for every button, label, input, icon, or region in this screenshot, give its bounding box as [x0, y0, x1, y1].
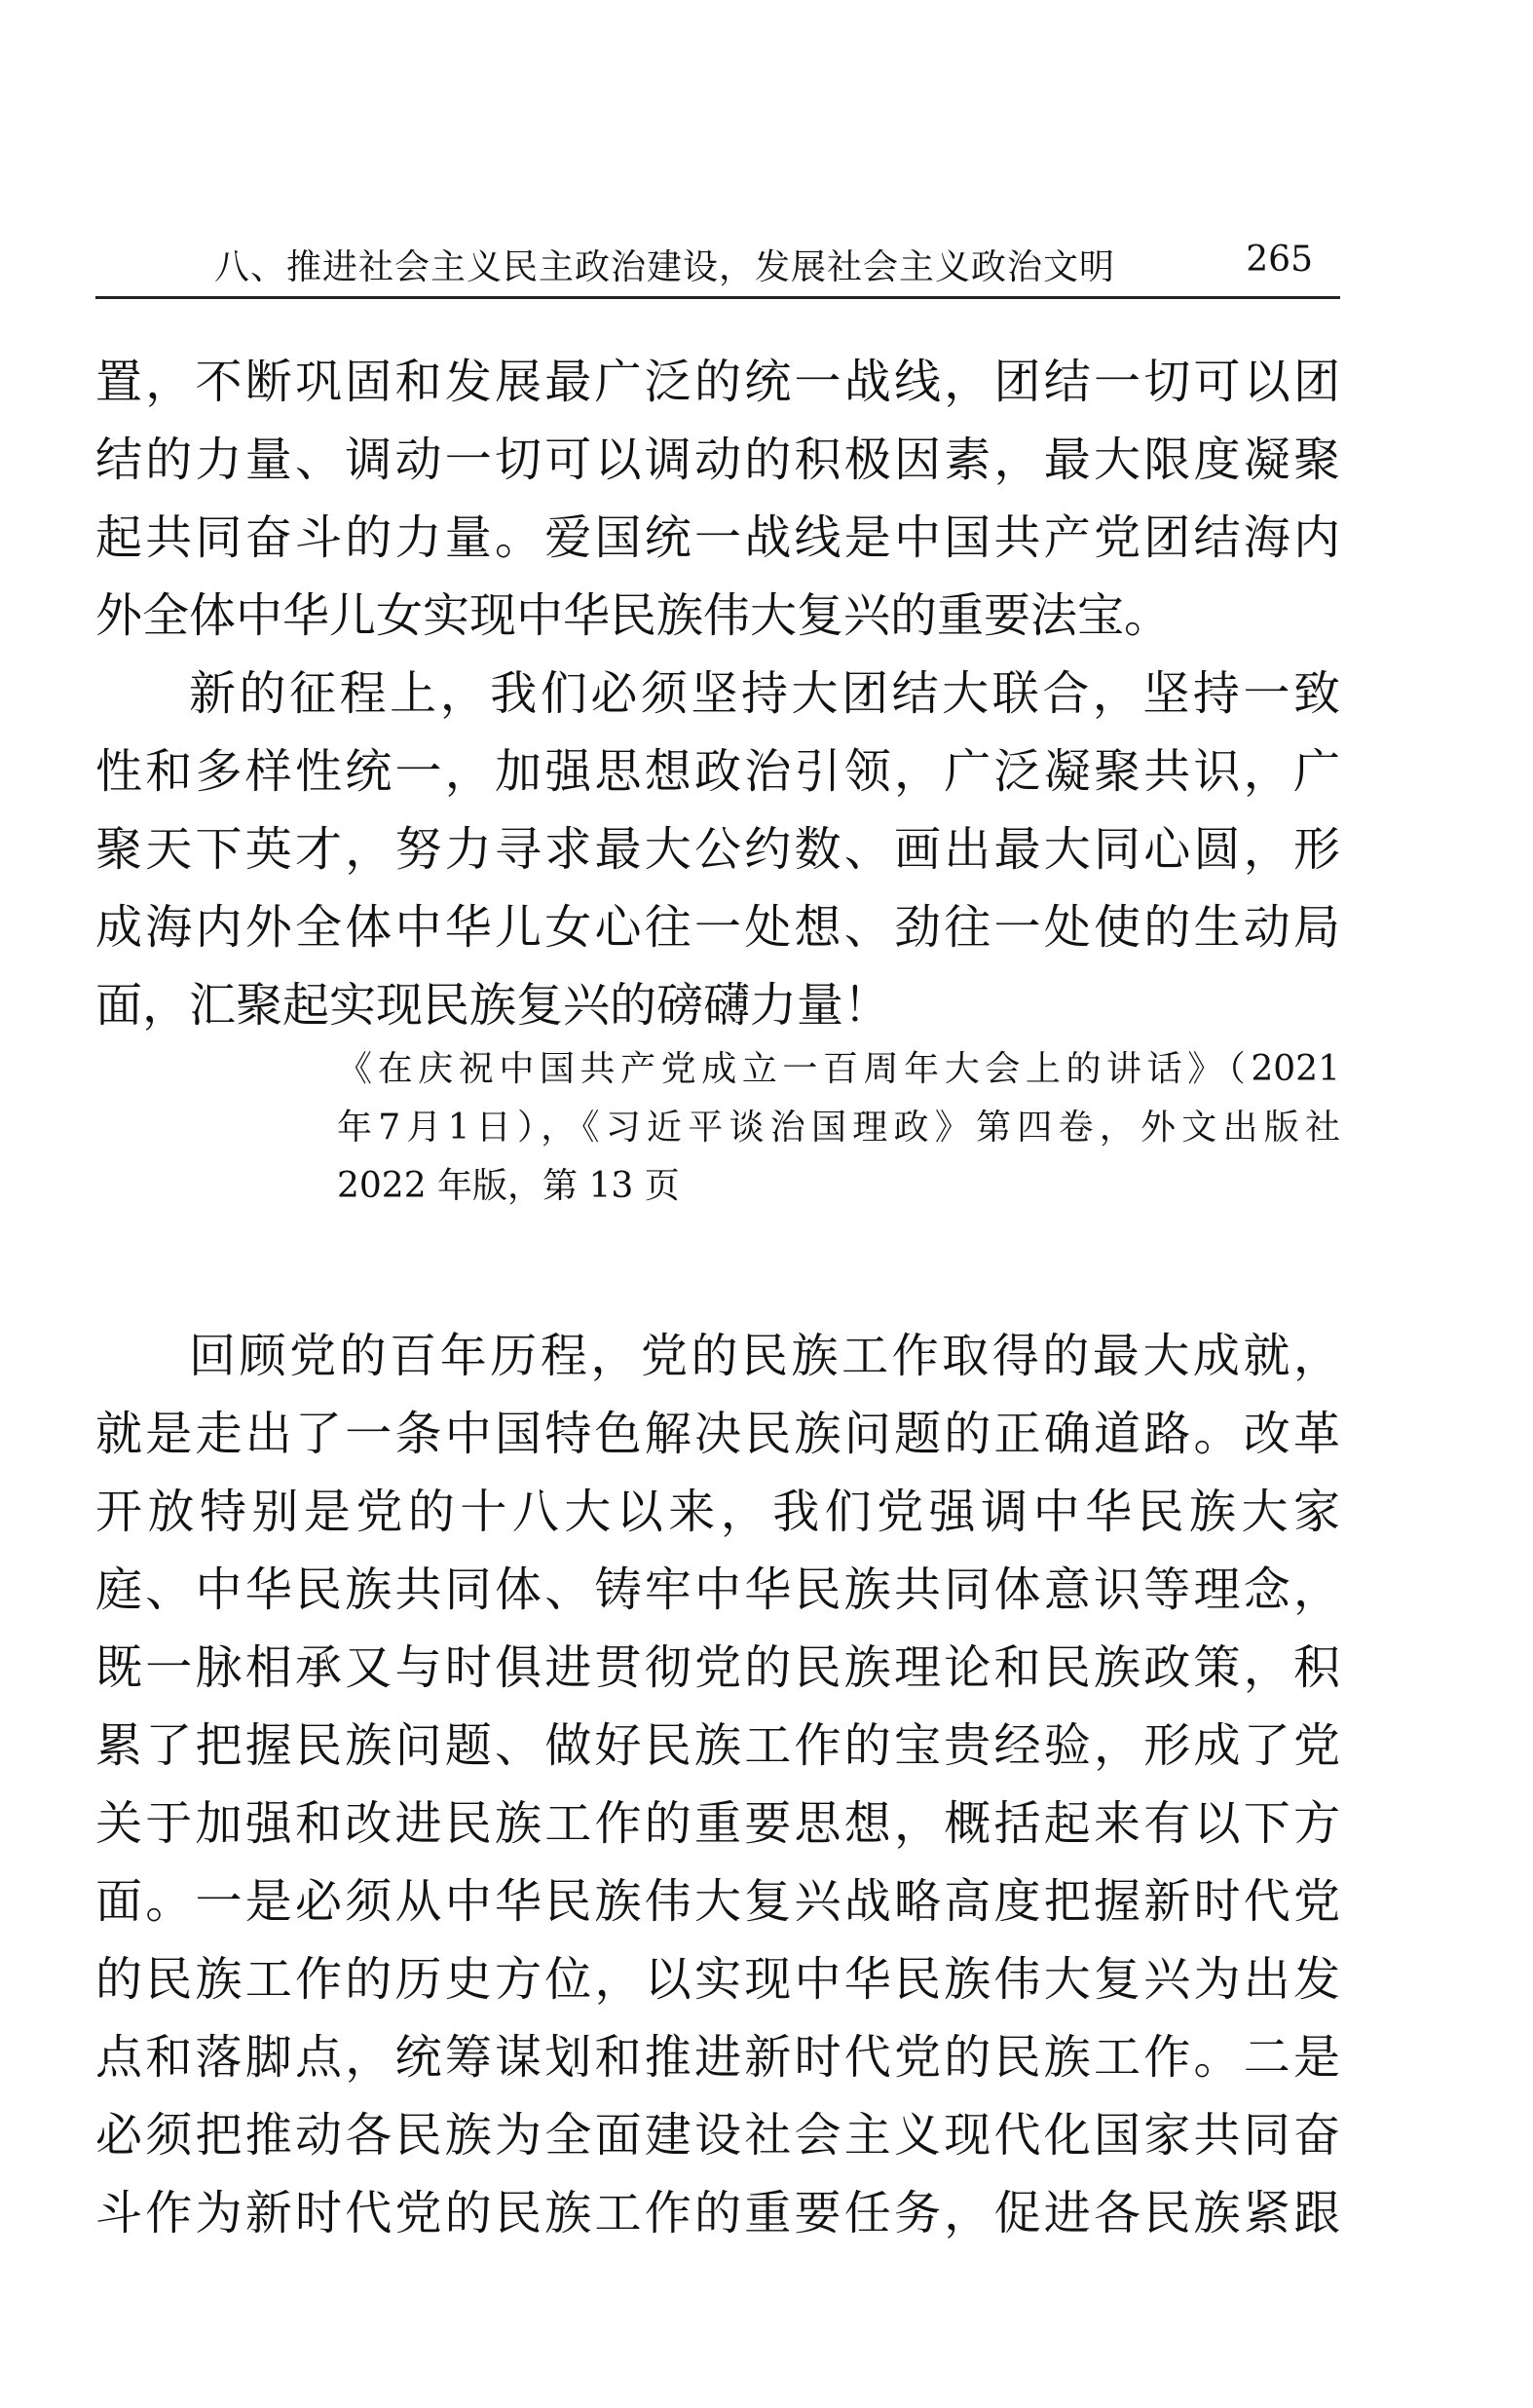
text-line: 面，汇聚起实现民族复兴的磅礴力量！ [95, 978, 891, 1033]
source-citation [337, 1040, 1340, 1216]
paragraph-continued [95, 343, 1340, 655]
text-line: 庭、中华民族共同体、铸牢中华民族共同体意识等理念， [95, 1562, 1340, 1617]
text-line: 置，不断巩固和发展最广泛的统一战线，团结一切可以团 [95, 355, 1340, 409]
chapter-title: 八、推进社会主义民主政治建设，发展社会主义政治文明 [214, 247, 1116, 287]
text-line: 新的征程上，我们必须坚持大团结大联合，坚持一致 [189, 666, 1340, 721]
text-line: 的民族工作的历史方位，以实现中华民族伟大复兴为出发 [95, 1952, 1340, 2007]
text-line: 既一脉相承又与时俱进贯彻党的民族理论和民族政策，积 [95, 1640, 1340, 1695]
text-line: 外全体中华儿女实现中华民族伟大复兴的重要法宝。 [95, 588, 1172, 643]
page-number: 265 [1246, 240, 1313, 280]
text-line: 聚天下英才，努力寻求最大公约数、画出最大同心圆，形 [95, 822, 1340, 877]
text-line: 必须把推动各民族为全面建设社会主义现代化国家共同奋 [95, 2108, 1340, 2163]
citation-line: 《在庆祝中国共产党成立一百周年大会上的讲话》（2021 [337, 1049, 1340, 1089]
text-line: 性和多样性统一，加强思想政治引领，广泛凝聚共识，广 [95, 744, 1340, 799]
citation-line: 2022 年版，第 13 页 [337, 1166, 680, 1206]
text-line: 回顾党的百年历程，党的民族工作取得的最大成就， [189, 1329, 1340, 1383]
text-line: 就是走出了一条中国特色解决民族问题的正确道路。改革 [95, 1407, 1340, 1461]
text-line: 斗作为新时代党的民族工作的重要任务，促进各民族紧跟 [95, 2186, 1340, 2240]
text-line: 关于加强和改进民族工作的重要思想，概括起来有以下方 [95, 1796, 1340, 1851]
next-section-text [95, 1317, 1340, 2252]
text-line: 成海内外全体中华儿女心往一处想、劲往一处使的生动局 [95, 900, 1340, 955]
text-line: 开放特别是党的十八大以来，我们党强调中华民族大家 [95, 1485, 1340, 1539]
text-line: 点和落脚点，统筹谋划和推进新时代党的民族工作。二是 [95, 2030, 1340, 2085]
running-header [95, 234, 1340, 302]
main-text [95, 343, 1340, 1044]
text-line: 面。一是必须从中华民族伟大复兴战略高度把握新时代党 [95, 1874, 1340, 1929]
citation-line: 年7月1日），《习近平谈治国理政》第四卷，外文出版社 [337, 1108, 1340, 1148]
paragraph-quote-close [95, 655, 1340, 1044]
text-line: 累了把握民族问题、做好民族工作的宝贵经验，形成了党 [95, 1718, 1340, 1773]
header-rule [95, 296, 1340, 299]
text-line: 结的力量、调动一切可以调动的积极因素，最大限度凝聚 [95, 433, 1340, 487]
text-line: 起共同奋斗的力量。爱国统一战线是中国共产党团结海内 [95, 510, 1340, 565]
